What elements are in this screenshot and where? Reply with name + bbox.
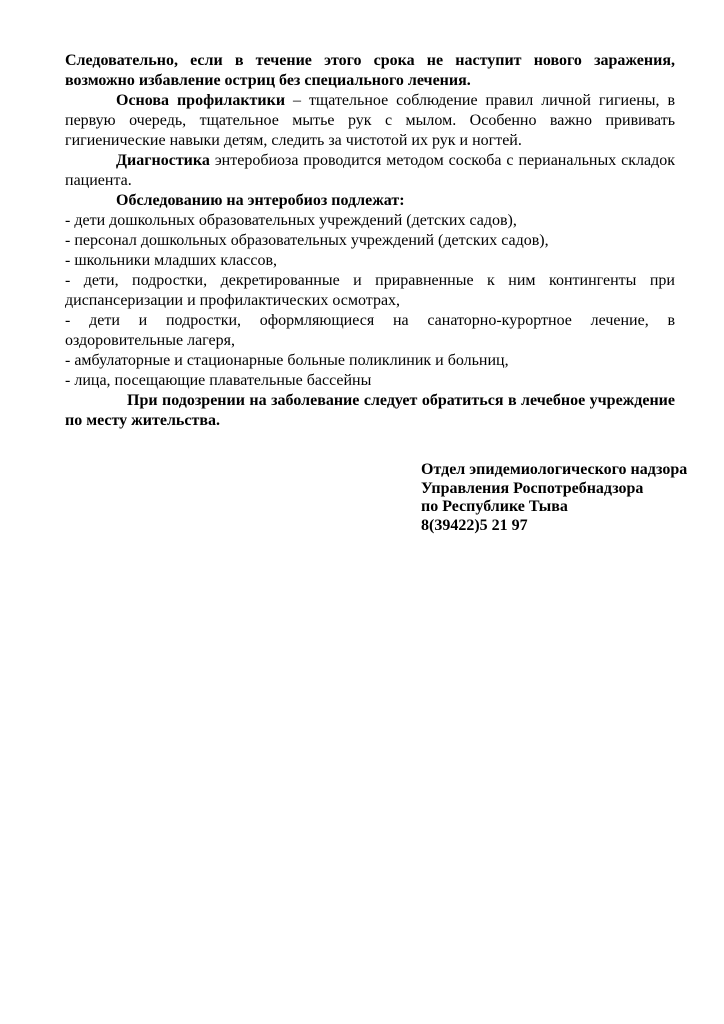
list-item-clinic-patients (65, 351, 675, 371)
signature-line-phone: 8(39422)5 21 97 (421, 516, 528, 534)
para-prevention-lead: Основа профилактики (116, 92, 286, 109)
para-conclusion (65, 51, 675, 91)
list-item-text: - лица, посещающие плавательные бассейны (65, 372, 372, 389)
list-item-text: - дети и подростки, оформляющиеся на санаторно-курортное лечение, в оздоровительные лагеря, (65, 312, 675, 349)
para-diagnostics (65, 151, 675, 191)
para-screening-heading (65, 191, 675, 211)
signature-block (421, 461, 688, 535)
list-item-text: - амбулаторные и стационарные больные поликлиник и больниц, (65, 352, 509, 369)
signature-line-region: по Республике Тыва (421, 498, 568, 515)
list-item-preschool-children (65, 211, 675, 231)
para-diagnostics-lead: Диагностика (116, 152, 210, 169)
list-item-text: - персонал дошкольных образовательных учреждений (детских садов), (65, 232, 549, 249)
list-item-text: - дети, подростки, декретированные и приравненные к ним контингенты при диспансеризации и профилактических осмотрах, (65, 272, 675, 309)
signature-line-agency: Управления Роспотребнадзора (421, 479, 644, 497)
list-item-contingents (65, 271, 675, 311)
list-item-preschool-staff (65, 231, 675, 251)
list-item-text: - дети дошкольных образовательных учреждений (детских садов), (65, 212, 517, 229)
para-prevention (65, 91, 675, 151)
para-prevention-body: – тщательное соблюдение правил личной гигиены, в первую очередь, тщательное мытье рук с мылом. Особенно важно прививать гигиенические навыки детям, следить за чистотой их рук и ногтей. (65, 92, 675, 149)
para-advice-text: При подозрении на заболевание следует обратиться в лечебное учреждение по месту жительства. (65, 392, 675, 429)
signature-line-department: Отдел эпидемиологического надзора (421, 461, 688, 478)
list-item-text: - школьники младших классов, (65, 252, 277, 269)
para-screening-heading-text: Обследованию на энтеробиоз подлежат: (116, 192, 405, 209)
document-body (65, 51, 688, 535)
list-item-pool-visitors (65, 371, 675, 391)
para-conclusion-text: Следовательно, если в течение этого срока не наступит нового заражения, возможно избавление остриц без специального лечения. (65, 52, 675, 89)
list-item-schoolchildren (65, 251, 675, 271)
list-item-sanatorium (65, 311, 675, 351)
para-advice (65, 391, 675, 431)
para-diagnostics-body: энтеробиоза проводится методом соскоба с перианальных складок пациента. (65, 152, 675, 189)
